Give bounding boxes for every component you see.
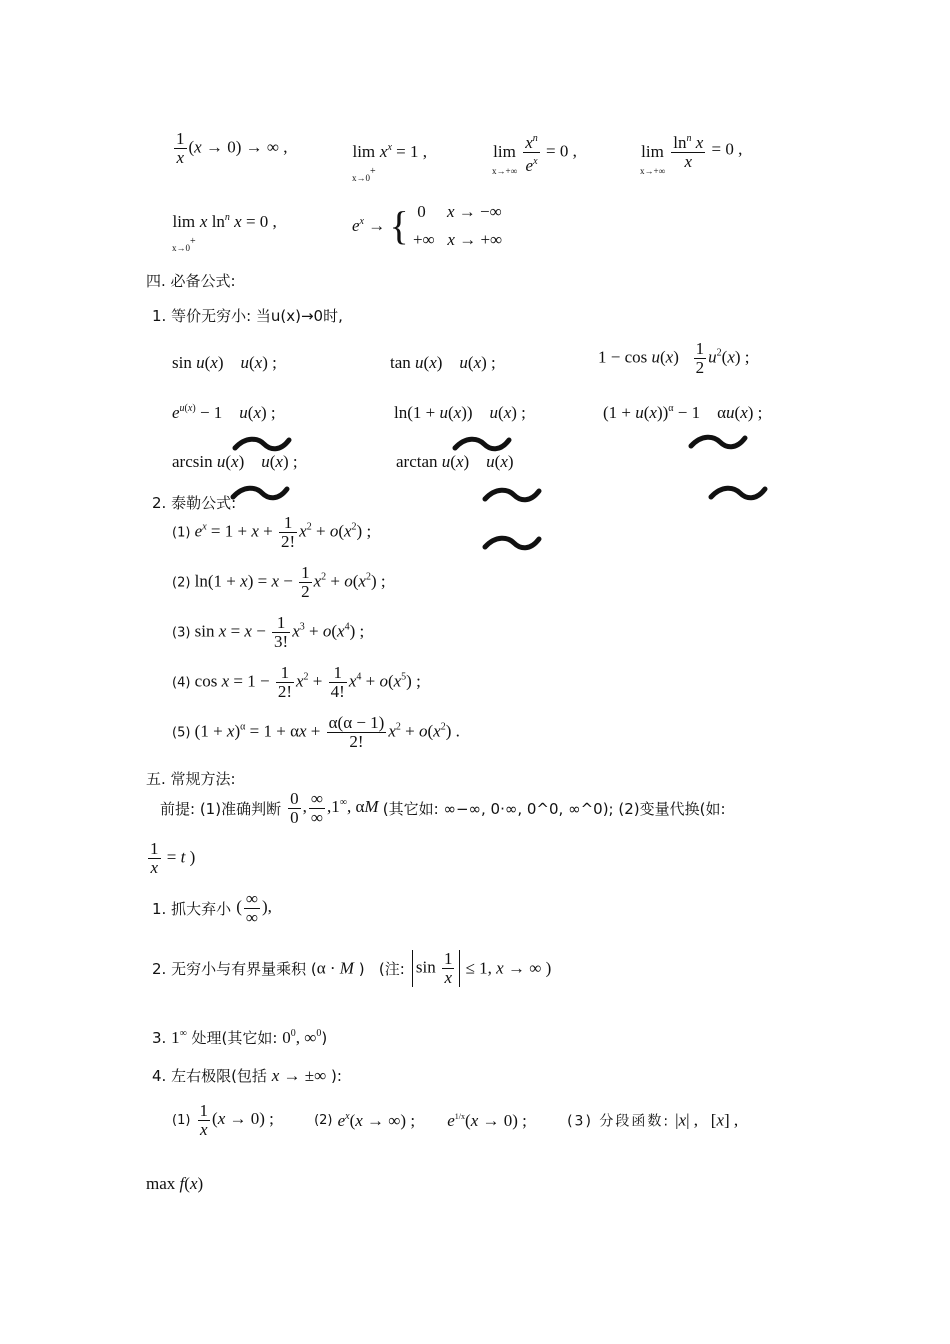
tilde-mark-icon xyxy=(230,485,290,503)
equiv-power: $(1 + u(x))^\alpha - 1$ αu(x) ; xyxy=(603,403,763,422)
method-4: 4. 左右极限(包括 x → ±∞ ): xyxy=(152,1066,342,1085)
equiv-arctan: arctan u(x) u(x) xyxy=(396,452,514,471)
taylor-5: (5) $(1 + x)^\alpha = 1 + \alpha x$ + $\frac{\alpha(\alpha - 1)}{2!}$ $x^2 + o(x^2)$ . xyxy=(172,713,460,751)
equiv-arcsin: arcsin u(x) u(x) ; xyxy=(172,452,298,471)
equiv-ln: ln(1 + u(x)) u(x) ; xyxy=(394,403,526,422)
limit-x-pow-x: lim x→0+ $x^x = 1$ , xyxy=(352,142,427,183)
section4-item1: 1. 等价无穷小: 当u(x)→0时, xyxy=(152,307,343,325)
limit-1-over-x: $\frac{1}{x}$ (x → 0) → ∞ , xyxy=(176,129,288,167)
tilde-mark-icon xyxy=(482,487,542,505)
tilde-mark-icon xyxy=(482,535,542,553)
limit-x-ln: lim x→0+ x $\ln^n x = 0$ , xyxy=(172,212,277,253)
equiv-tan: tan u(x) u(x) ; xyxy=(390,353,496,372)
method-2: 2. 无穷小与有界量乘积 (α · M ) (注: sin $\frac{1}{x}$ ≤ 1, x → ∞ ) xyxy=(152,949,552,987)
equiv-sin: sin u(x) u(x) ; xyxy=(172,353,277,372)
taylor-1: (1) $e^x = 1 + x$ + $\frac{1}{2!}$ $x^2 + o(x^2)$ ; xyxy=(172,513,372,551)
equiv-1-cos: 1 − cos u(x) $\frac{1}{2}$ $u^2(x)$ ; xyxy=(598,339,750,377)
limit-xn-over-ex: lim x→+∞ $\frac{x^n}{e^x}$ = 0 , xyxy=(492,130,577,176)
limit-ex-piecewise: $e^x$ → { 0 x → −∞ +∞ x → +∞ xyxy=(352,202,503,249)
tilde-mark-icon xyxy=(232,436,292,454)
premise-label: 前提: (1)准确判断 xyxy=(160,800,282,818)
taylor-3: (3) sin x = x − $\frac{1}{3!}$ $x^3 + o(x^4)$ ; xyxy=(172,613,365,651)
premise-other: (其它如: ∞−∞, 0·∞, 0^0, ∞^0); (2)变量代换(如: xyxy=(382,800,726,818)
taylor-2: (2) ln(1 + x) = x − $\frac{1}{2}$ $x^2 + o(x^2)$ ; xyxy=(172,563,386,601)
section4-title: 四. 必备公式: xyxy=(146,272,236,290)
equiv-exp: $e^{u(x)} - 1$ u(x) ; xyxy=(172,403,276,422)
tilde-mark-icon xyxy=(688,434,748,452)
section4-item2: 2. 泰勒公式: xyxy=(152,494,237,512)
premise-substitution: $\frac{1}{x}$ = t ) xyxy=(150,839,196,877)
taylor-4: (4) cos x = 1 − $\frac{1}{2!}$ $x^2$ + $\frac{1}{4!}$ $x^4 + o(x^5)$ ; xyxy=(172,663,421,701)
method-1: 1. 抓大弃小 ( $\frac{\infty}{\infty}$ ), xyxy=(152,889,272,927)
method-3: 3. 1∞ 处理(其它如: $0^0$, ∞$^0$) xyxy=(152,1028,328,1047)
section5-title: 五. 常规方法: xyxy=(146,770,236,788)
tilde-mark-icon xyxy=(452,436,512,454)
premise-line: 前提: (1)准确判断 $\frac{0}{0}$ , $\frac{\infty}{\infty}$ ,1∞, αM (其它如: ∞−∞, 0·∞, 0^0, ∞^0); (2)变量代换(如: xyxy=(160,789,726,827)
method-4-items: (1) $\frac{1}{x}$ (x → 0) ; (2) $e^x(x$ → ∞) ; $e^{1/x}(x \to 0)$ ; (3) 分段函数: |x| , [x] , xyxy=(172,1101,739,1139)
tilde-mark-icon xyxy=(708,485,768,503)
method-4-max: max f(x) xyxy=(146,1174,204,1193)
limit-ln-over-x: lim x→+∞ $\frac{\ln^n x}{x}$ = 0 , xyxy=(640,130,742,176)
